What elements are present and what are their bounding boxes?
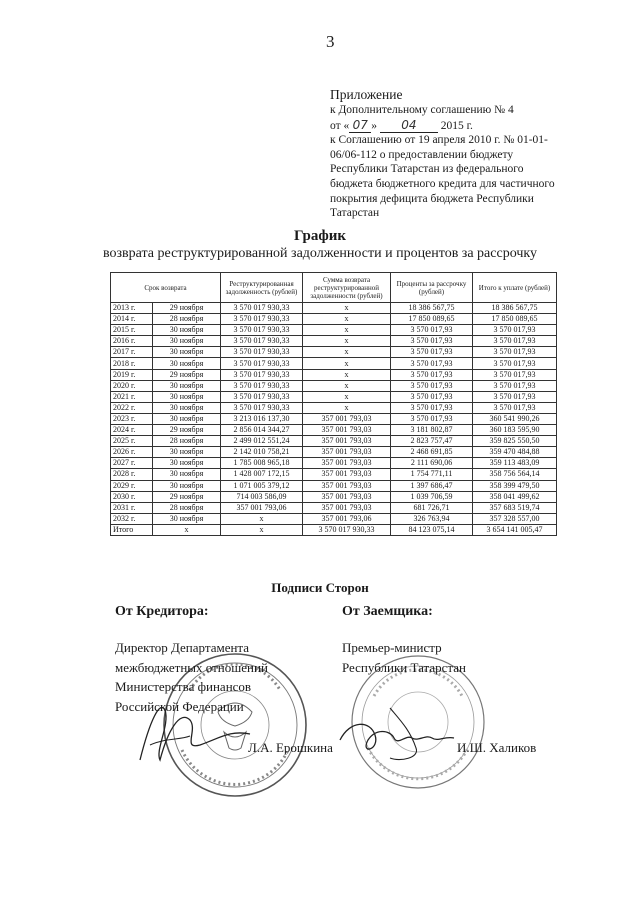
cell-debt: 714 003 586,09 [221, 491, 303, 502]
cell-date: 30 ноября [153, 413, 221, 424]
creditor-position-line-4: Российской Федерации [115, 698, 244, 714]
appendix-line-3: к Соглашению от 19 апреля 2010 г. № 01-01- [330, 134, 548, 147]
cell-interest: 3 570 017,93 [391, 325, 473, 336]
cell-total: 358 041 499,62 [473, 491, 557, 502]
total-interest: 84 123 075,14 [391, 524, 473, 535]
appendix-line-6: бюджета бюджетного кредита для частичного [330, 177, 555, 190]
cell-year: 2028 г. [111, 469, 153, 480]
cell-year: 2013 г. [111, 303, 153, 314]
cell-date: 30 ноября [153, 480, 221, 491]
table-row [111, 402, 557, 413]
cell-date: 30 ноября [153, 469, 221, 480]
appendix-block [330, 86, 590, 221]
cell-total: 3 570 017,93 [473, 391, 557, 402]
table-row [111, 480, 557, 491]
cell-year: 2024 г. [111, 425, 153, 436]
cell-repay: 357 001 793,06 [303, 513, 391, 524]
cell-date: 30 ноября [153, 347, 221, 358]
cell-interest: 3 570 017,93 [391, 402, 473, 413]
cell-year: 2015 г. [111, 325, 153, 336]
cell-interest: 3 570 017,93 [391, 347, 473, 358]
total-label: Итого [111, 524, 153, 535]
cell-date: 30 ноября [153, 336, 221, 347]
creditor-signature [120, 690, 260, 770]
cell-total: 3 570 017,93 [473, 347, 557, 358]
table-row [111, 358, 557, 369]
cell-total: 360 541 990,26 [473, 413, 557, 424]
table-row [111, 502, 557, 513]
header-total: Итого к уплате (рублей) [473, 273, 557, 303]
cell-date: 29 ноября [153, 491, 221, 502]
cell-date: 30 ноября [153, 447, 221, 458]
cell-repay: x [303, 314, 391, 325]
cell-date: 30 ноября [153, 391, 221, 402]
date-year: 2015 г. [440, 119, 473, 132]
cell-debt: 3 570 017 930,33 [221, 358, 303, 369]
table-row [111, 391, 557, 402]
cell-debt: 1 785 008 965,18 [221, 458, 303, 469]
cell-interest: 3 181 802,87 [391, 425, 473, 436]
cell-interest: 2 111 690,06 [391, 458, 473, 469]
creditor-heading: От Кредитора: [115, 604, 209, 619]
cell-date: 28 ноября [153, 314, 221, 325]
cell-interest: 3 570 017,93 [391, 380, 473, 391]
cell-date: 30 ноября [153, 458, 221, 469]
borrower-position [342, 638, 466, 677]
cell-total: 359 470 484,88 [473, 447, 557, 458]
cell-repay: 357 001 793,03 [303, 447, 391, 458]
cell-debt: 2 499 012 551,24 [221, 436, 303, 447]
cell-interest: 2 468 691,85 [391, 447, 473, 458]
date-prefix: от « [330, 119, 350, 132]
cell-interest: 2 823 757,47 [391, 436, 473, 447]
table-row [111, 413, 557, 424]
table-row [111, 513, 557, 524]
cell-interest: 1 039 706,59 [391, 491, 473, 502]
cell-year: 2023 г. [111, 413, 153, 424]
cell-date: 29 ноября [153, 369, 221, 380]
table-row [111, 469, 557, 480]
cell-debt: 2 856 014 344,27 [221, 425, 303, 436]
cell-debt: 3 570 017 930,33 [221, 380, 303, 391]
cell-repay: x [303, 303, 391, 314]
signatures-title: Подписи Сторон [271, 580, 369, 595]
schedule-title: График [293, 228, 347, 244]
total-date: x [153, 524, 221, 535]
cell-debt: 3 213 016 137,30 [221, 413, 303, 424]
cell-repay: 357 001 793,03 [303, 436, 391, 447]
header-debt: Реструктурированная задолженность (рублей) [221, 273, 303, 303]
cell-year: 2021 г. [111, 391, 153, 402]
cell-repay: 357 001 793,03 [303, 502, 391, 513]
cell-debt: 2 142 010 758,21 [221, 447, 303, 458]
cell-year: 2026 г. [111, 447, 153, 458]
cell-year: 2017 г. [111, 347, 153, 358]
cell-total: 358 756 564,14 [473, 469, 557, 480]
cell-repay: x [303, 358, 391, 369]
cell-total: 3 570 017,93 [473, 358, 557, 369]
cell-repay: x [303, 380, 391, 391]
cell-date: 30 ноября [153, 402, 221, 413]
cell-total: 359 113 483,09 [473, 458, 557, 469]
cell-year: 2014 г. [111, 314, 153, 325]
cell-repay: 357 001 793,03 [303, 491, 391, 502]
page-number: 3 [326, 32, 335, 51]
cell-interest: 3 570 017,93 [391, 391, 473, 402]
cell-total: 3 570 017,93 [473, 336, 557, 347]
table-row [111, 369, 557, 380]
total-sum: 3 654 141 005,47 [473, 524, 557, 535]
cell-total: 3 570 017,93 [473, 402, 557, 413]
creditor-position-line-2: межбюджетных отношений [115, 659, 268, 675]
borrower-position-line-1: Премьер-министр [342, 640, 442, 655]
appendix-line-5: Республики Татарстан из федерального [330, 163, 524, 176]
cell-total: 358 399 479,50 [473, 480, 557, 491]
cell-repay: 357 001 793,03 [303, 458, 391, 469]
cell-year: 2016 г. [111, 336, 153, 347]
appendix-line-8: Татарстан [330, 207, 380, 220]
cell-year: 2032 г. [111, 513, 153, 524]
cell-interest: 681 726,71 [391, 502, 473, 513]
cell-debt: x [221, 513, 303, 524]
cell-year: 2030 г. [111, 491, 153, 502]
cell-repay: x [303, 347, 391, 358]
cell-interest: 1 754 771,11 [391, 469, 473, 480]
total-row [111, 524, 557, 535]
cell-total: 360 183 595,90 [473, 425, 557, 436]
date-day: 07 [349, 118, 371, 134]
cell-debt: 3 570 017 930,33 [221, 314, 303, 325]
cell-date: 30 ноября [153, 380, 221, 391]
cell-debt: 357 001 793,06 [221, 502, 303, 513]
header-interest: Проценты за рассрочку (рублей) [391, 273, 473, 303]
cell-interest: 3 570 017,93 [391, 413, 473, 424]
cell-year: 2018 г. [111, 358, 153, 369]
table-header-row [111, 273, 557, 303]
appendix-heading: Приложение [330, 87, 403, 102]
table-row [111, 491, 557, 502]
cell-interest: 1 397 686,47 [391, 480, 473, 491]
cell-debt: 1 428 007 172,15 [221, 469, 303, 480]
cell-interest: 3 570 017,93 [391, 336, 473, 347]
borrower-signature [330, 700, 460, 770]
table-row [111, 303, 557, 314]
table-row [111, 436, 557, 447]
cell-interest: 3 570 017,93 [391, 358, 473, 369]
cell-total: 3 570 017,93 [473, 380, 557, 391]
appendix-line-4: 06/06-112 о предоставлении бюджету [330, 148, 514, 161]
cell-debt: 3 570 017 930,33 [221, 336, 303, 347]
cell-debt: 3 570 017 930,33 [221, 391, 303, 402]
cell-total: 357 683 519,74 [473, 502, 557, 513]
date-month: 04 [380, 118, 438, 134]
cell-interest: 326 763,94 [391, 513, 473, 524]
cell-date: 28 ноября [153, 436, 221, 447]
table-row [111, 425, 557, 436]
cell-total: 3 570 017,93 [473, 369, 557, 380]
cell-date: 29 ноября [153, 425, 221, 436]
total-debt: x [221, 524, 303, 535]
table-row [111, 380, 557, 391]
appendix-date-line [330, 118, 590, 134]
cell-date: 30 ноября [153, 358, 221, 369]
header-repayment: Сумма возврата реструктурированной задолженности (рублей) [303, 273, 391, 303]
appendix-line-7: покрытия дефицита бюджета Республики [330, 192, 534, 205]
table-row [111, 336, 557, 347]
cell-total: 359 825 550,50 [473, 436, 557, 447]
cell-year: 2025 г. [111, 436, 153, 447]
borrower-heading: От Заемщика: [342, 604, 433, 619]
header-term: Срок возврата [111, 273, 221, 303]
cell-year: 2019 г. [111, 369, 153, 380]
schedule-table [110, 272, 557, 536]
creditor-name: Л.А. Ерошкина [248, 740, 333, 755]
cell-year: 2020 г. [111, 380, 153, 391]
cell-year: 2031 г. [111, 502, 153, 513]
borrower-position-line-2: Республики Татарстан [342, 659, 466, 675]
date-mid: » [371, 119, 377, 132]
cell-interest: 3 570 017,93 [391, 369, 473, 380]
creditor-position-line-3: Министерства финансов [115, 679, 252, 694]
table-row [111, 314, 557, 325]
cell-repay: x [303, 402, 391, 413]
cell-repay: x [303, 369, 391, 380]
cell-total: 3 570 017,93 [473, 325, 557, 336]
cell-total: 18 386 567,75 [473, 303, 557, 314]
cell-total: 17 850 089,65 [473, 314, 557, 325]
cell-repay: x [303, 325, 391, 336]
total-repay: 3 570 017 930,33 [303, 524, 391, 535]
cell-year: 2029 г. [111, 480, 153, 491]
cell-repay: x [303, 391, 391, 402]
cell-total: 357 328 557,00 [473, 513, 557, 524]
cell-repay: 357 001 793,03 [303, 413, 391, 424]
creditor-position-line-1: Директор Департамента [115, 640, 250, 655]
cell-interest: 18 386 567,75 [391, 303, 473, 314]
appendix-line-1: к Дополнительному соглашению № 4 [330, 104, 514, 116]
borrower-name: И.Ш. Халиков [457, 740, 537, 755]
cell-year: 2022 г. [111, 402, 153, 413]
cell-debt: 3 570 017 930,33 [221, 303, 303, 314]
cell-debt: 3 570 017 930,33 [221, 347, 303, 358]
cell-repay: 357 001 793,03 [303, 480, 391, 491]
table-row [111, 447, 557, 458]
cell-date: 30 ноября [153, 513, 221, 524]
cell-date: 29 ноября [153, 303, 221, 314]
cell-debt: 3 570 017 930,33 [221, 325, 303, 336]
cell-date: 30 ноября [153, 325, 221, 336]
cell-year: 2027 г. [111, 458, 153, 469]
table-row [111, 347, 557, 358]
cell-repay: 357 001 793,03 [303, 469, 391, 480]
cell-date: 28 ноября [153, 502, 221, 513]
cell-debt: 3 570 017 930,33 [221, 369, 303, 380]
cell-repay: x [303, 336, 391, 347]
cell-repay: 357 001 793,03 [303, 425, 391, 436]
cell-debt: 1 071 005 379,12 [221, 480, 303, 491]
cell-debt: 3 570 017 930,33 [221, 402, 303, 413]
table-row [111, 458, 557, 469]
cell-interest: 17 850 089,65 [391, 314, 473, 325]
schedule-subtitle: возврата реструктурированной задолженности и процентов за рассрочку [103, 246, 537, 261]
table-row [111, 325, 557, 336]
